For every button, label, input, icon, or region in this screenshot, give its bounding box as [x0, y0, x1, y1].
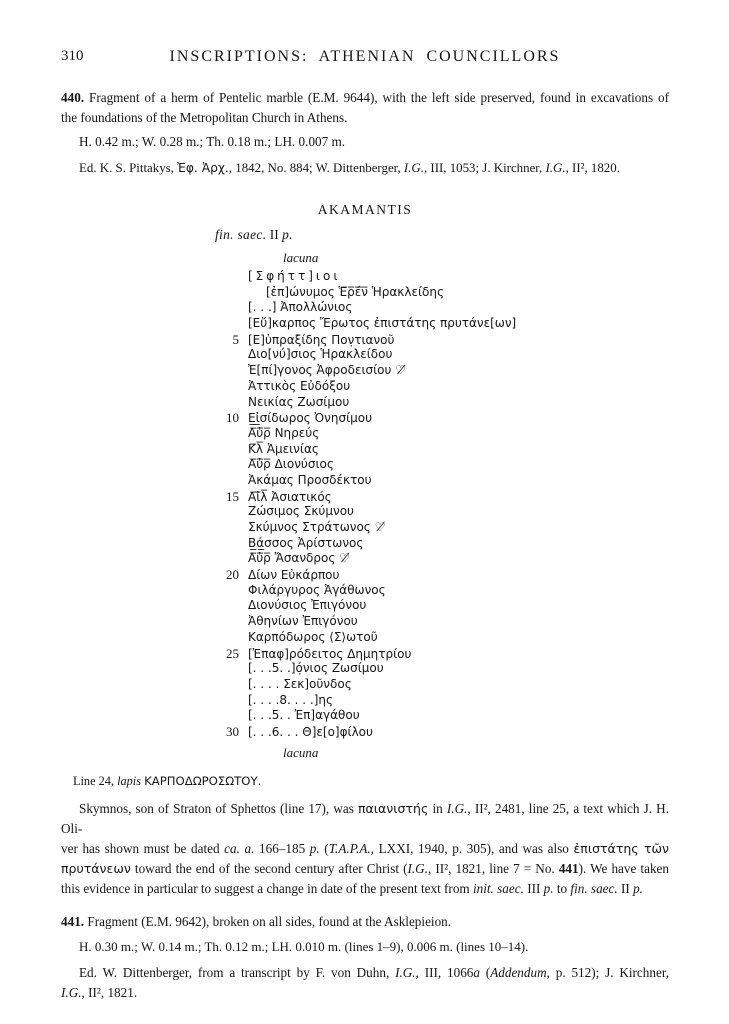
inscription-line [223, 504, 669, 520]
tribe-heading: AKAMANTIS [317, 202, 413, 217]
inscription-line [223, 567, 669, 583]
line-number: 15 [226, 488, 239, 504]
line-text: Διονύσιος Ἐπιγόνου [248, 598, 367, 613]
commentary-paragraph [61, 799, 669, 899]
line-text: [. . .] Ἀπολλώνιος [248, 300, 353, 315]
line-number: 20 [226, 567, 239, 583]
line-text: [Ε]ὐπραξίδης Πον̣τιανοῦ [248, 332, 395, 347]
page-number: 310 [61, 48, 84, 64]
line-text: Κ̅λ̅ Ἀμεινίας [248, 441, 319, 456]
line-text: [. . . .8. . . .]ης [248, 692, 334, 707]
line-text: Σκύμνος Στράτωνος ♡̸ [248, 520, 386, 534]
entry-441-heading: 441. Fragment (E.M. 9642), broken on all sides, found at the Asklepieion. [61, 913, 452, 929]
entry-441-editions [61, 963, 669, 1003]
commentary-line-3: πρυτάνεων toward the end of the second century after Christ (I.G., II², 1821, line 7 = No. 441). We have taken [61, 860, 669, 876]
line-number: 30 [226, 723, 239, 739]
line-text: Ἐ[πί]γονος Ἀφροδεισίου ♡̸ [248, 363, 407, 378]
inscription-line [223, 347, 669, 363]
line-text: Ζώσιμος Σκύμνου [248, 504, 354, 519]
inscription-line [223, 442, 669, 458]
inscription-line [223, 693, 669, 709]
inscription-line [223, 426, 669, 442]
running-title: INSCRIPTIONS: ATHENIAN COUNCILLORS [169, 48, 561, 65]
inscription-line [223, 316, 669, 332]
line-text: [. . .5. .]ό̣νιος Ζωσίμου [248, 661, 384, 676]
inscription-line [223, 677, 669, 693]
line-text: Ε̲ἰ̲σίδωρος Ὀνησίμου [248, 411, 373, 426]
line-text: Α̅ὐ̅ρ̅ Ἄσανδρος ♡̸ [248, 551, 350, 566]
inscription-line [223, 646, 669, 662]
inscription-line [223, 363, 669, 379]
inscription-line [223, 520, 669, 536]
apparatus-note: Line 24, lapis ΚΑΡΠΟΔΩΡΟΣΩΤΟΥ. [73, 773, 262, 788]
line-number: 25 [226, 645, 239, 661]
date-line: fin. saec. II p. [215, 227, 293, 242]
inscription-line [223, 708, 669, 724]
entry-441-editions-line-1: Ed. W. Dittenberger, from a transcript by F. von Duhn, I.G., III, 1066a (Addendum, p. 512); J. Kirchner, [79, 964, 669, 980]
entry-440-heading [61, 88, 669, 128]
line-text: [. . . . Σεκ]οῦνδος [248, 676, 352, 691]
line-text: Α̅ὐ̅ρ̅ Νηρεύς [248, 425, 320, 440]
line-text: Ἀττικὸς Εὐδόξου [248, 378, 351, 393]
inscription-line [223, 410, 669, 426]
entry-441-dimensions: H. 0.30 m.; W. 0.14 m.; Th. 0.12 m.; LH. 0.010 m. (lines 1–9), 0.006 m. (lines 10–14). [79, 938, 529, 954]
line-number: 10 [226, 410, 239, 426]
inscription-line [223, 379, 669, 395]
entry-440-editions: Ed. K. S. Pittakys, Ἐφ. Ἀρχ., 1842, No. 884; W. Dittenberger, I.G., III, 1053; J. Kirchner, I.G., II², 1820. [79, 161, 620, 175]
inscription-line [223, 630, 669, 646]
entry-440-heading-line-1: 440. Fragment of a herm of Pentelic marble (E.M. 9644), with the left side preserved, found in excavations of [61, 90, 669, 105]
inscription-line [223, 583, 669, 599]
line-number: 5 [232, 331, 239, 347]
line-text: Φιλάργυρος Ἀγάθωνος [248, 582, 386, 597]
entry-440-heading-line-2: the foundations of the Metropolitan Church in Athens. [61, 110, 348, 125]
running-header [61, 48, 669, 68]
line-text: Καρπόδωρος ⟨Σ⟩ωτοῦ [248, 629, 378, 644]
inscription-line [223, 551, 669, 567]
line-text: [ἐπ]ώνυμος Ἑ̅ρ̅έ̅ν̅ Ἡρακλείδης [266, 284, 445, 299]
inscription-line [223, 724, 669, 740]
inscription-block [223, 269, 669, 740]
line-text: [. . .5. . Ἐπ]αγάθου [248, 708, 360, 723]
line-text: Α̅ὐ̅ρ̅ Διονύσιος [248, 457, 334, 472]
inscription-line [223, 300, 669, 316]
line-text: Ἀκάμας Προσδέκτου [248, 472, 372, 487]
inscription-line [223, 269, 669, 285]
inscription-line [223, 489, 669, 505]
commentary-line-4: this evidence in particular to suggest a change in date of the present text from init. saec. III p. to fin. saec. II p. [61, 880, 643, 896]
inscription-line [223, 473, 669, 489]
line-text: Α̅ἰ̅λ̅ Ἀσιατικός [248, 489, 332, 504]
entry-441-editions-line-2: I.G., II², 1821. [61, 984, 138, 1000]
line-text: [. . .6. . . Θ]ε[ο]φίλου [248, 724, 373, 739]
inscription-line [223, 536, 669, 552]
inscription-line [223, 598, 669, 614]
inscription-line [223, 661, 669, 677]
commentary-line-1: Skymnos, son of Straton of Sphettos (line 17), was παιανιστής in I.G., II², 2481, line 25, a text which J. H. Oli- [61, 800, 669, 836]
inscription-line [223, 614, 669, 630]
line-text: Β̲ά̲σσος Ἀρίστωνος [248, 535, 364, 550]
lacuna-top: lacuna [283, 250, 319, 265]
entry-440-dimensions: H. 0.42 m.; W. 0.28 m.; Th. 0.18 m.; LH. 0.007 m. [79, 134, 346, 149]
inscription-line [223, 285, 669, 301]
lacuna-bottom: lacuna [283, 744, 319, 760]
line-text: Νεικίας Ζωσίμου [248, 394, 350, 409]
line-text: [Εὔ]καρπος Ἔρωτος ἐπιστάτης πρυτάνε[ων] [248, 316, 517, 331]
line-text: [Ἐπαφ]ρόδειτος Δημητρίου [248, 646, 412, 661]
page-content [61, 48, 669, 1003]
line-text: Ἀθηνίων Ἐπιγόνου [248, 614, 358, 629]
inscription-line [223, 395, 669, 411]
line-text: Δίων Εὐκάρπου [248, 568, 340, 583]
line-text: Διο[νύ]σιος Ἡρακλείδου [248, 347, 393, 362]
commentary-line-2: ver has shown must be dated ca. a. 166–185 p. (T.A.P.A., LXXI, 1940, p. 305), and was also ἐπιστάτης τῶν [61, 840, 669, 856]
inscription-line [223, 457, 669, 473]
line-text: [Σφήττ]ιοι [248, 269, 341, 283]
inscription-line [223, 332, 669, 348]
